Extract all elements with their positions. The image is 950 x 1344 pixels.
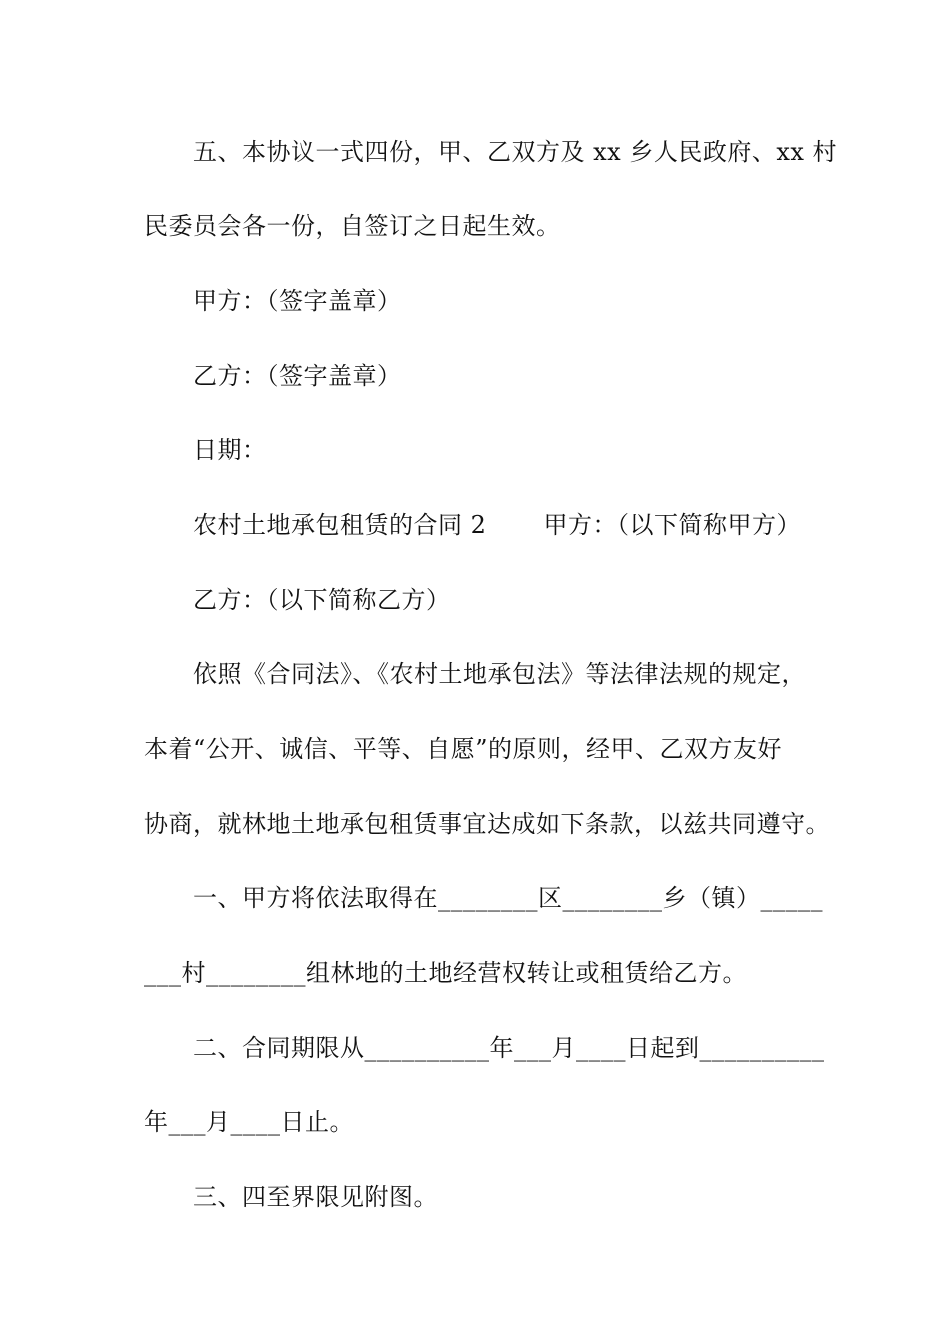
clause-one-line-2: ___村________组林地的土地经营权转让或租赁给乙方。 xyxy=(144,959,747,987)
clause-three: 三、四至界限见附图。 xyxy=(193,1183,438,1211)
date-label: 日期： xyxy=(193,436,267,464)
preamble-line-2: 本着“公开、诚信、平等、自愿”的原则，经甲、乙双方友好 xyxy=(144,735,783,763)
party-b-signature: 乙方：（签字盖章） xyxy=(193,362,402,390)
clause-five-line-1: 五、本协议一式四份，甲、乙双方及 xx 乡人民政府、xx 村 xyxy=(193,138,838,166)
clause-one-line-1: 一、甲方将依法取得在________区________乡（镇）_____ xyxy=(193,884,823,912)
clause-two-line-2: 年___月____日止。 xyxy=(144,1108,354,1136)
party-b-definition: 乙方：（以下简称乙方） xyxy=(193,586,451,614)
preamble-line-3: 协商，就林地土地承包租赁事宜达成如下条款，以兹共同遵守。 xyxy=(144,810,830,838)
contract-2-heading: 农村土地承包租赁的合同 2 甲方：（以下简称甲方） xyxy=(193,511,802,539)
clause-two-line-1: 二、合同期限从__________年___月____日起到__________ xyxy=(193,1034,825,1062)
clause-five-line-2: 民委员会各一份，自签订之日起生效。 xyxy=(144,212,561,240)
preamble-line-1: 依照《合同法》、《农村土地承包法》等法律法规的规定， xyxy=(193,660,806,688)
party-a-signature: 甲方：（签字盖章） xyxy=(193,287,402,315)
